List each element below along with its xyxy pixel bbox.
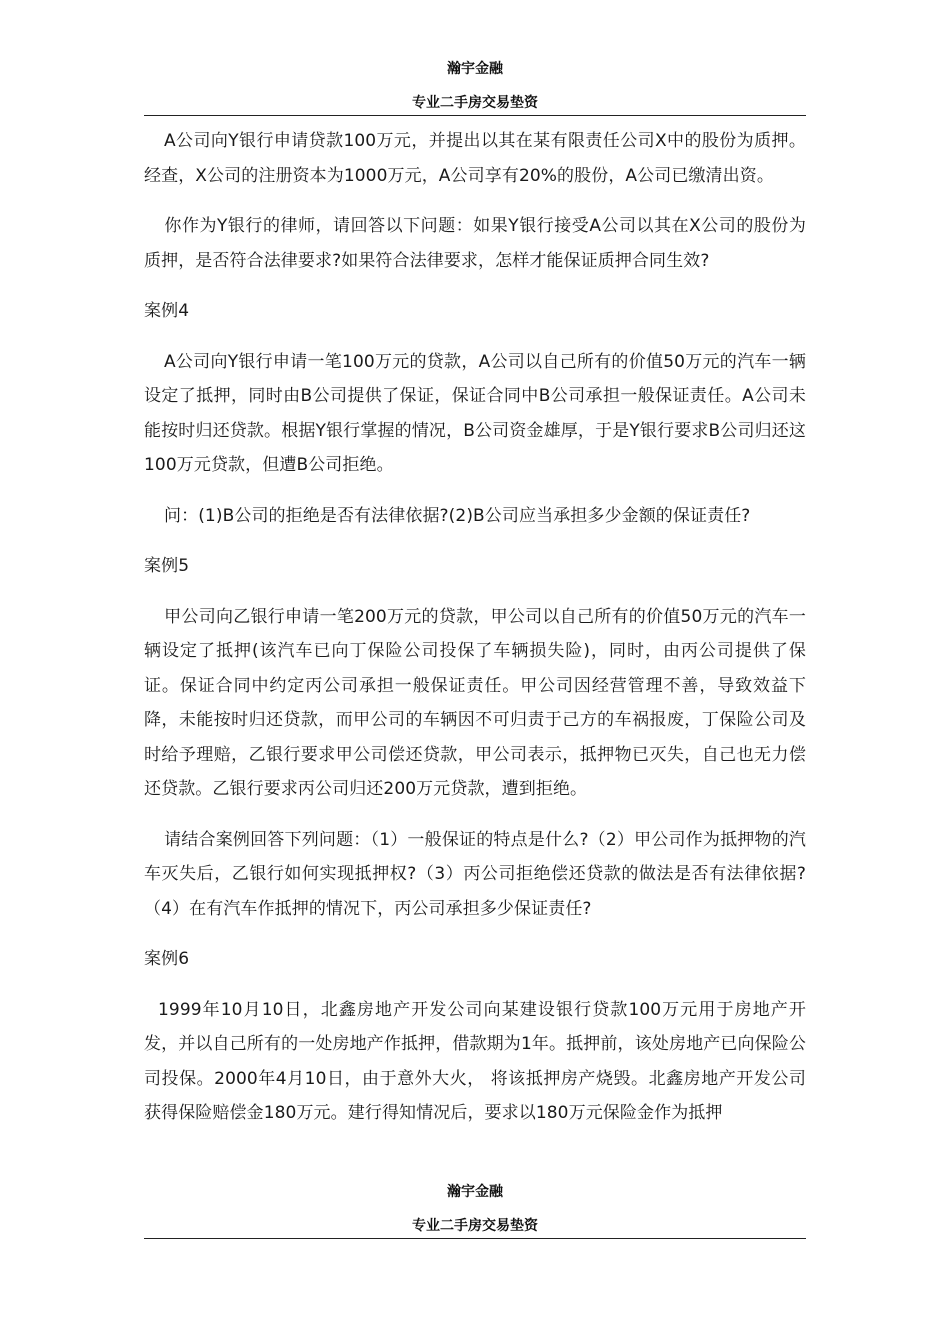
footer-title: 瀚宇金融 xyxy=(447,1184,503,1200)
paragraph: 问：(1)B公司的拒绝是否有法律依据?(2)B公司应当承担多少金额的保证责任? xyxy=(164,505,751,526)
paragraph: 你作为Y银行的律师，请回答以下问题：如果Y银行接受A公司以其在X公司的股份为质押，是否符合法律要求?如果符合法律要求，怎样才能保证质押合同生效? xyxy=(144,216,806,271)
header-divider xyxy=(144,115,806,116)
document-body xyxy=(144,124,806,1147)
header-subtitle: 专业二手房交易垫资 xyxy=(412,95,538,111)
footer-subtitle: 专业二手房交易垫资 xyxy=(412,1218,538,1234)
paragraph: 甲公司向乙银行申请一笔200万元的贷款，甲公司以自己所有的价值50万元的汽车一辆设定了抵押(该汽车已向丁保险公司投保了车辆损失险)，同时，由丙公司提供了保证。保证合同中约定丙公司承担一般保证责任。甲公司因经营管理不善，导致效益下降，未能按时归还贷款，而甲公司的车辆因不可归责于己方的车祸报废，丁保险公司及时给予理赔，乙银行要求甲公司偿还贷款，甲公司表示，抵押物已灭失，自己也无力偿还贷款。乙银行要求丙公司归还200万元贷款，遭到拒绝。 xyxy=(144,606,806,799)
paragraph: 请结合案例回答下列问题：（1）一般保证的特点是什么?（2）甲公司作为抵押物的汽车灭失后，乙银行如何实现抵押权?（3）丙公司拒绝偿还贷款的做法是否有法律依据?（4）在有汽车作抵押的情况下，丙公司承担多少保证责任? xyxy=(144,829,806,919)
section-heading: 案例4 xyxy=(144,301,190,321)
section-heading: 案例6 xyxy=(144,949,190,969)
section-heading: 案例5 xyxy=(144,556,190,576)
paragraph: A公司向Y银行申请一笔100万元的贷款，A公司以自己所有的价值50万元的汽车一辆设定了抵押，同时由B公司提供了保证，保证合同中B公司承担一般保证责任。A公司未能按时归还贷款。根据Y银行掌握的情况，B公司资金雄厚，于是Y银行要求B公司归还这100万元贷款，但遭B公司拒绝。 xyxy=(144,351,806,475)
header-title: 瀚宇金融 xyxy=(447,61,503,77)
paragraph: A公司向Y银行申请贷款100万元，并提出以其在某有限责任公司X中的股份为质押。经查，X公司的注册资本为1000万元，A公司享有20%的股份，A公司已缴清出资。 xyxy=(144,131,806,186)
paragraph: 1999年10月10日，北鑫房地产开发公司向某建设银行贷款100万元用于房地产开发，并以自己所有的一处房地产作抵押，借款期为1年。抵押前，该处房地产已向保险公司投保。2000年4月10日，由于意外大火， 将该抵押房产烧毁。北鑫房地产开发公司获得保险赔偿金180万元。建行得知情况后，要求以180万元保险金作为抵押 xyxy=(144,999,806,1123)
footer-divider xyxy=(144,1238,806,1239)
